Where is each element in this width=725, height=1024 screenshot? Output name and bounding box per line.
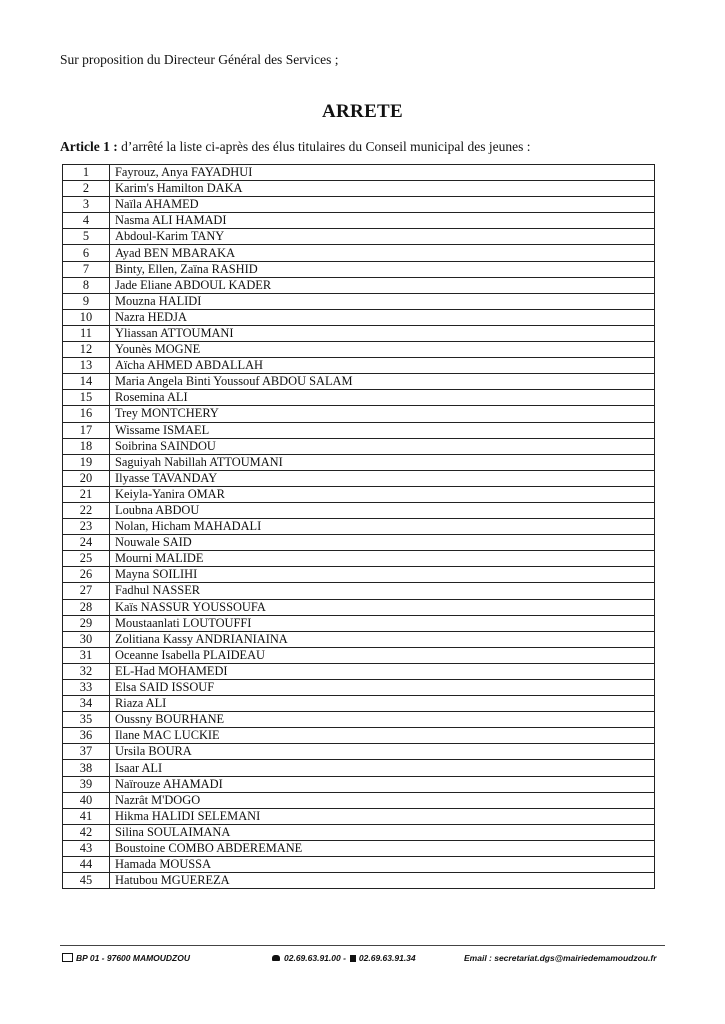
member-name: Ursila BOURA: [110, 744, 655, 760]
member-name: Soibrina SAINDOU: [110, 438, 655, 454]
member-name: Keiyla-Yanira OMAR: [110, 486, 655, 502]
member-number: 39: [63, 776, 110, 792]
member-number: 26: [63, 567, 110, 583]
member-name: Oussny BOURHANE: [110, 712, 655, 728]
table-row: [63, 502, 655, 518]
member-name: Trey MONTCHERY: [110, 406, 655, 422]
member-number: 19: [63, 454, 110, 470]
member-number: 30: [63, 631, 110, 647]
member-name: Loubna ABDOU: [110, 502, 655, 518]
member-number: 8: [63, 277, 110, 293]
table-row: [63, 631, 655, 647]
table-row: [63, 358, 655, 374]
table-row: [63, 454, 655, 470]
footer-fax-text: 02.69.63.91.34: [358, 953, 416, 963]
member-name: Elsa SAID ISSOUF: [110, 680, 655, 696]
member-name: Nasma ALI HAMADI: [110, 213, 655, 229]
table-row: [63, 486, 655, 502]
page-title: ARRETE: [322, 101, 403, 122]
member-number: 45: [63, 873, 110, 889]
table-row: [63, 406, 655, 422]
footer-address-text: BP 01 - 97600 MAMOUDZOU: [76, 953, 190, 963]
member-name: Hamada MOUSSA: [110, 857, 655, 873]
member-number: 11: [63, 325, 110, 341]
member-name: Aïcha AHMED ABDALLAH: [110, 358, 655, 374]
members-table: [62, 164, 655, 889]
member-name: Wissame ISMAEL: [110, 422, 655, 438]
member-name: Jade Eliane ABDOUL KADER: [110, 277, 655, 293]
member-name: Mourni MALIDE: [110, 551, 655, 567]
table-row: [63, 760, 655, 776]
member-number: 14: [63, 374, 110, 390]
table-row: [63, 213, 655, 229]
footer-address: [62, 953, 190, 963]
table-row: [63, 857, 655, 873]
members-table-body: [63, 165, 655, 889]
member-number: 13: [63, 358, 110, 374]
member-number: 32: [63, 663, 110, 679]
member-number: 18: [63, 438, 110, 454]
member-name: Mouzna HALIDI: [110, 293, 655, 309]
member-name: Hatubou MGUEREZA: [110, 873, 655, 889]
table-row: [63, 342, 655, 358]
member-name: Moustaanlati LOUTOUFFI: [110, 615, 655, 631]
member-name: EL-Had MOHAMEDI: [110, 663, 655, 679]
member-number: 29: [63, 615, 110, 631]
member-name: Kaïs NASSUR YOUSSOUFA: [110, 599, 655, 615]
member-number: 4: [63, 213, 110, 229]
member-name: Nolan, Hicham MAHADALI: [110, 519, 655, 535]
member-name: Karim's Hamilton DAKA: [110, 181, 655, 197]
member-number: 23: [63, 519, 110, 535]
member-name: Naïrouze AHAMADI: [110, 776, 655, 792]
table-row: [63, 696, 655, 712]
member-number: 16: [63, 406, 110, 422]
member-name: Ilyasse TAVANDAY: [110, 470, 655, 486]
table-row: [63, 470, 655, 486]
member-number: 31: [63, 647, 110, 663]
member-number: 42: [63, 824, 110, 840]
member-name: Ilane MAC LUCKIE: [110, 728, 655, 744]
mailbox-icon: [62, 953, 73, 962]
member-number: 3: [63, 197, 110, 213]
member-number: 33: [63, 680, 110, 696]
table-row: [63, 309, 655, 325]
member-name: Isaar ALI: [110, 760, 655, 776]
member-name: Hikma HALIDI SELEMANI: [110, 808, 655, 824]
member-number: 15: [63, 390, 110, 406]
table-row: [63, 792, 655, 808]
member-number: 25: [63, 551, 110, 567]
member-number: 35: [63, 712, 110, 728]
member-name: Oceanne Isabella PLAIDEAU: [110, 647, 655, 663]
table-row: [63, 615, 655, 631]
member-number: 20: [63, 470, 110, 486]
table-row: [63, 325, 655, 341]
table-row: [63, 165, 655, 181]
table-row: [63, 229, 655, 245]
table-row: [63, 551, 655, 567]
article-1: [60, 139, 530, 155]
member-name: Nazrât M'DOGO: [110, 792, 655, 808]
member-name: Boustoine COMBO ABDEREMANE: [110, 840, 655, 856]
member-number: 12: [63, 342, 110, 358]
footer-email: Email : secretariat.dgs@mairiedemamoudzou.fr: [464, 953, 657, 963]
table-row: [63, 824, 655, 840]
member-number: 44: [63, 857, 110, 873]
footer-phone: [272, 953, 416, 963]
table-row: [63, 712, 655, 728]
article-label: Article 1 :: [60, 139, 118, 154]
member-number: 34: [63, 696, 110, 712]
fax-icon: [350, 955, 356, 962]
member-number: 24: [63, 535, 110, 551]
member-number: 43: [63, 840, 110, 856]
table-row: [63, 261, 655, 277]
member-number: 21: [63, 486, 110, 502]
member-name: Fadhul NASSER: [110, 583, 655, 599]
member-name: Saguiyah Nabillah ATTOUMANI: [110, 454, 655, 470]
member-number: 2: [63, 181, 110, 197]
table-row: [63, 519, 655, 535]
member-name: Fayrouz, Anya FAYADHUI: [110, 165, 655, 181]
member-number: 41: [63, 808, 110, 824]
table-row: [63, 277, 655, 293]
member-name: Zolitiana Kassy ANDRIANIAINA: [110, 631, 655, 647]
intro-text: Sur proposition du Directeur Général des Services ;: [60, 52, 339, 67]
table-row: [63, 808, 655, 824]
member-number: 5: [63, 229, 110, 245]
table-row: [63, 599, 655, 615]
table-row: [63, 647, 655, 663]
member-number: 10: [63, 309, 110, 325]
table-row: [63, 197, 655, 213]
table-row: [63, 390, 655, 406]
member-name: Binty, Ellen, Zaïna RASHID: [110, 261, 655, 277]
member-name: Abdoul-Karim TANY: [110, 229, 655, 245]
table-row: [63, 840, 655, 856]
member-name: Riaza ALI: [110, 696, 655, 712]
member-name: Maria Angela Binti Youssouf ABDOU SALAM: [110, 374, 655, 390]
table-row: [63, 567, 655, 583]
article-text: d’arrêté la liste ci-après des élus titulaires du Conseil municipal des jeunes :: [117, 139, 531, 154]
member-name: Naïla AHAMED: [110, 197, 655, 213]
table-row: [63, 776, 655, 792]
table-row: [63, 422, 655, 438]
table-row: [63, 728, 655, 744]
member-number: 22: [63, 502, 110, 518]
member-number: 1: [63, 165, 110, 181]
member-number: 38: [63, 760, 110, 776]
member-name: Nazra HEDJA: [110, 309, 655, 325]
footer-divider: [60, 945, 665, 946]
table-row: [63, 374, 655, 390]
member-number: 6: [63, 245, 110, 261]
table-row: [63, 535, 655, 551]
table-row: [63, 873, 655, 889]
member-name: Silina SOULAIMANA: [110, 824, 655, 840]
phone-icon: [272, 955, 280, 961]
member-name: Mayna SOILIHI: [110, 567, 655, 583]
member-name: Younès MOGNE: [110, 342, 655, 358]
table-row: [63, 744, 655, 760]
member-name: Nouwale SAID: [110, 535, 655, 551]
table-row: [63, 245, 655, 261]
member-number: 9: [63, 293, 110, 309]
table-row: [63, 583, 655, 599]
member-number: 40: [63, 792, 110, 808]
table-row: [63, 680, 655, 696]
member-number: 17: [63, 422, 110, 438]
member-number: 7: [63, 261, 110, 277]
table-row: [63, 181, 655, 197]
footer-phone-text: 02.69.63.91.00 -: [284, 953, 346, 963]
member-name: Rosemina ALI: [110, 390, 655, 406]
table-row: [63, 438, 655, 454]
member-name: Yliassan ATTOUMANI: [110, 325, 655, 341]
table-row: [63, 293, 655, 309]
member-number: 36: [63, 728, 110, 744]
member-number: 37: [63, 744, 110, 760]
member-number: 27: [63, 583, 110, 599]
member-number: 28: [63, 599, 110, 615]
table-row: [63, 663, 655, 679]
member-name: Ayad BEN MBARAKA: [110, 245, 655, 261]
